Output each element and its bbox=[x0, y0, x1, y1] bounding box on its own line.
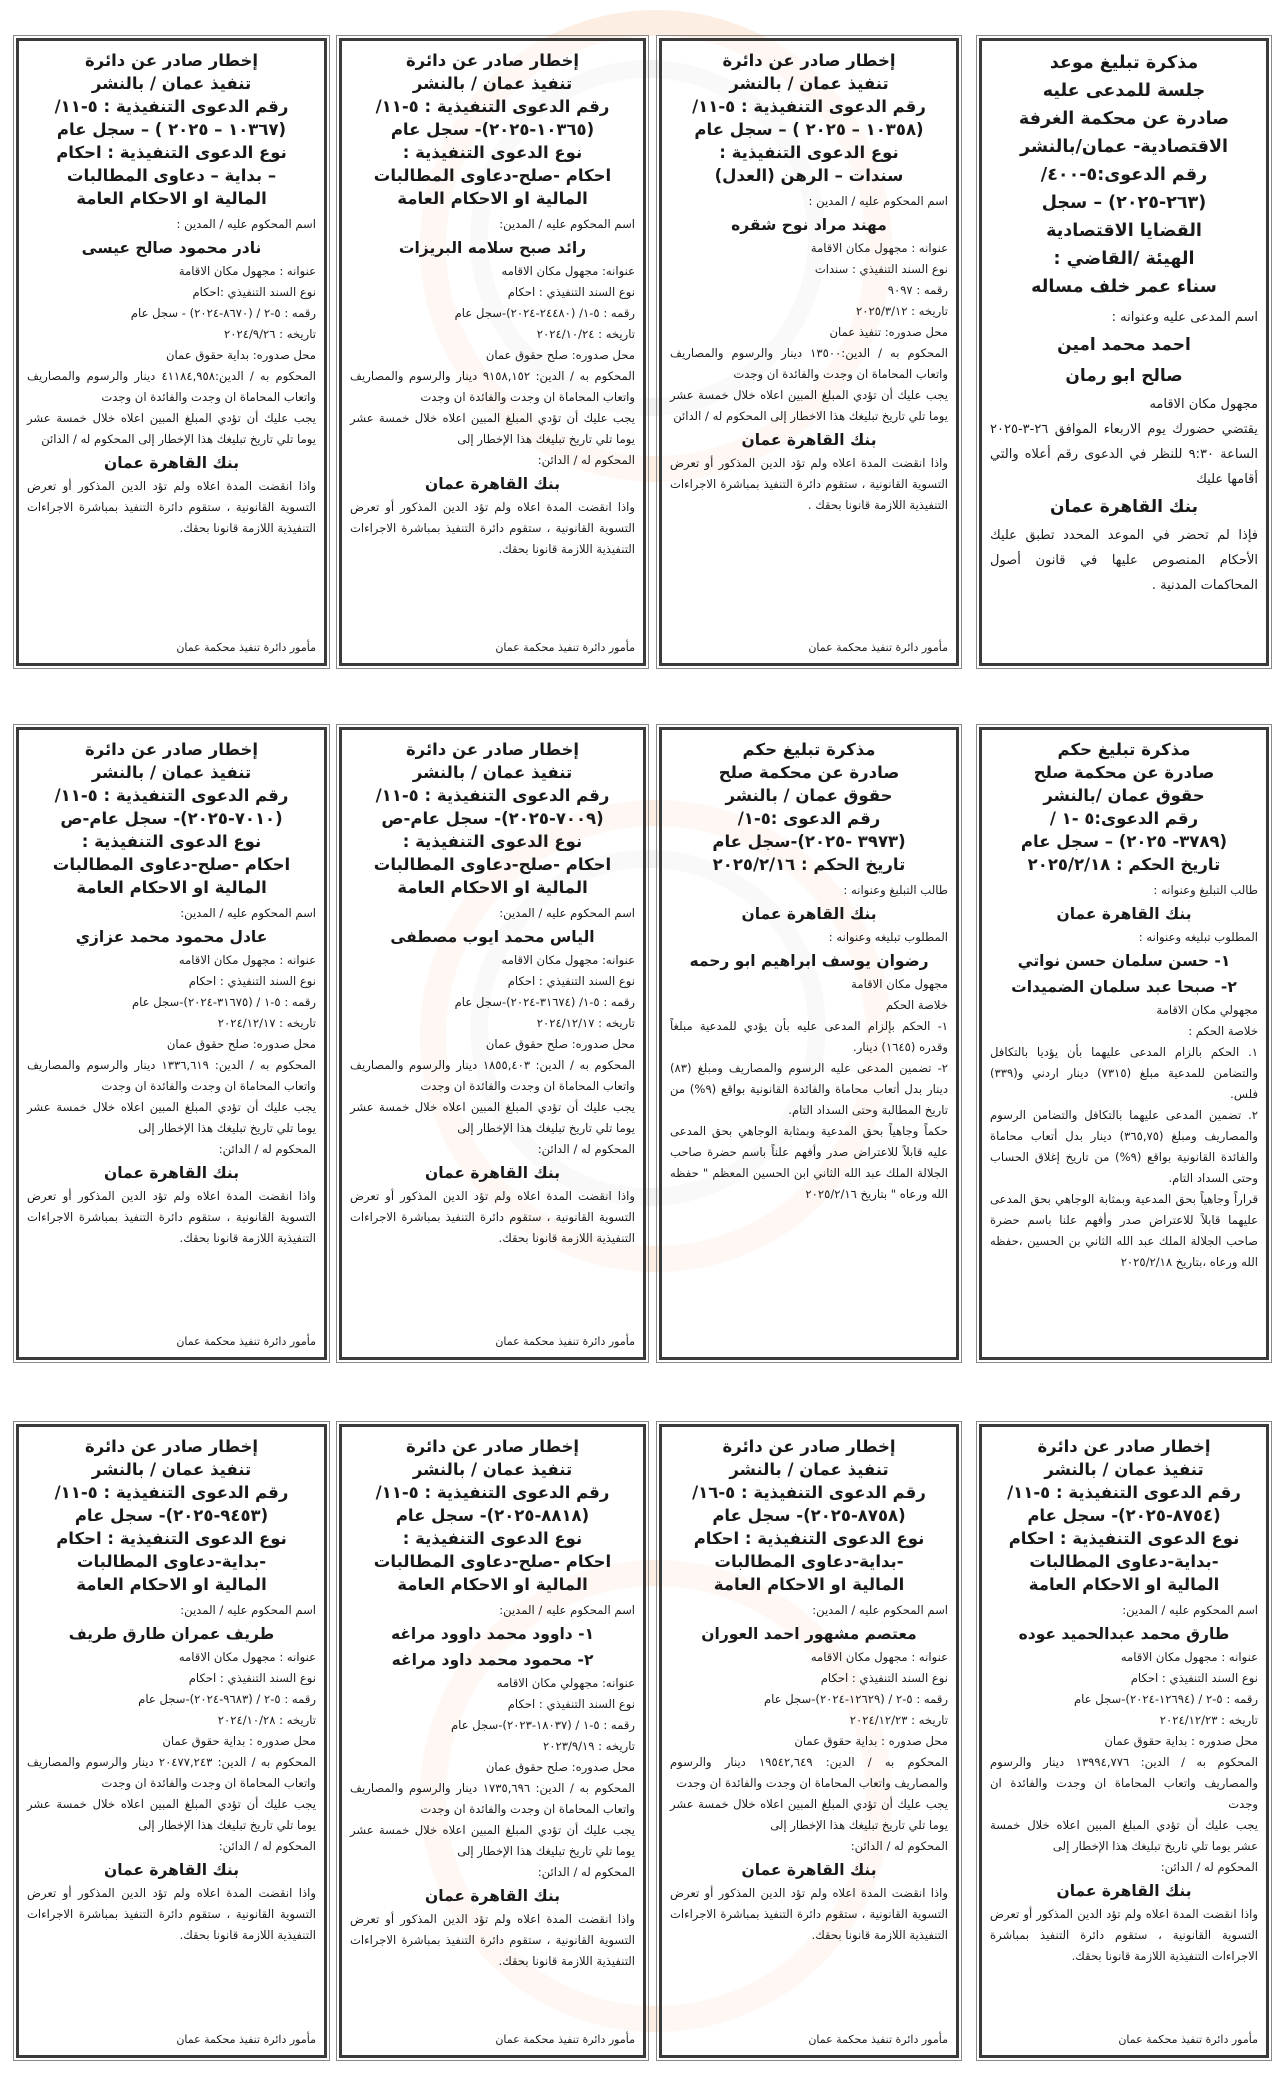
notice-signature: مأمور دائرة تنفيذ محكمة عمان bbox=[495, 2033, 635, 2046]
heading-line: الاقتصادية- عمان/بالنشر bbox=[1019, 137, 1229, 157]
party-name: الياس محمد ايوب مصطفى bbox=[390, 928, 595, 946]
notice-text: يجب عليك أن تؤدي المبلغ المبين اعلاه خلال خمسة عشر يوما تلي تاريخ تبليغك هذا الإخطار إلى bbox=[350, 1823, 635, 1858]
legal-notice bbox=[979, 38, 1269, 666]
heading-line: جلسة للمدعى عليه bbox=[1042, 81, 1206, 101]
heading-line: (٨٧٥٨-٢٠٢٥)- سجل عام bbox=[712, 1506, 906, 1525]
notice-text: رقمه : ٥-١ / (١٨٠٣٧-٢٠٢٣)-سجل عام bbox=[450, 1718, 635, 1732]
notice-text: عنوانه: مجهول مكان الاقامه bbox=[501, 264, 635, 278]
notice-heading bbox=[670, 1435, 948, 1596]
heading-line: إخطار صادر عن دائرة bbox=[84, 1437, 259, 1456]
heading-line: (٨٨١٨-٢٠٢٥)- سجل عام bbox=[395, 1506, 590, 1525]
notice-text: واذا انقضت المدة اعلاه ولم تؤد الدين المذكور أو تعرض التسوية القانونية ، ستقوم دائرة التنفيذ بمباشرة الاجراءات التنفيذية اللازمة قانونا بحقك. bbox=[27, 1189, 316, 1245]
field-label: المحكوم له / الدائن: bbox=[1160, 1860, 1258, 1874]
party-name: ٢- صبحا عبد سلمان الضميدات bbox=[1011, 978, 1237, 996]
notice-heading bbox=[990, 1435, 1258, 1596]
field-label: المحكوم له / الدائن: bbox=[537, 453, 635, 467]
notice-text: رقمه : ٥-١/ (٢٤٤٨٠-٢٠٢٤)-سجل عام bbox=[454, 306, 635, 320]
heading-line: إخطار صادر عن دائرة bbox=[84, 51, 259, 70]
notice-text: واذا انقضت المدة اعلاه ولم تؤد الدين المذكور أو تعرض التسوية القانونية ، ستقوم دائرة التنفيذ بمباشرة الاجراءات التنفيذية اللازمة قانونا بحقك. bbox=[990, 1907, 1258, 1963]
notice-text: فإذا لم تحضر في الموعد المحدد تطبق عليك الأحكام المنصوص عليها في قانون أصول المحاكمات المدنية . bbox=[990, 528, 1258, 593]
heading-line: المالية او الاحكام العامة bbox=[397, 1575, 588, 1594]
heading-line: تنفيذ عمان / بالنشر bbox=[412, 763, 573, 782]
notice-text: رقمه : ٥-٢ / (٨٦٧٠-٢٠٢٤) - سجل عام bbox=[130, 306, 316, 320]
notice-text: رقمه : ٥-٢ / (١٢٦٩٤-٢٠٢٤)-سجل عام bbox=[1073, 1692, 1258, 1706]
notice-text: عنوانه : مجهول مكان الاقامه bbox=[810, 1650, 948, 1664]
heading-line: المالية او الاحكام العامة bbox=[397, 189, 588, 208]
notice-text: مجهولي مكان الاقامة bbox=[1156, 1003, 1258, 1017]
heading-line: مذكرة تبليغ حكم bbox=[1057, 740, 1191, 759]
notice-text: ٢. تضمين المدعى عليهما بالتكافل والتضامن الرسوم والمصاريف ومبلغ (٣٦٥,٧٥) دينار بدل أتعاب محاماة والفائدة القانونية بواقع (٩%) من تاريخ إغلاق الحساب وحتى السداد التام. bbox=[990, 1108, 1258, 1185]
heading-line: تنفيذ عمان / بالنشر bbox=[91, 763, 252, 782]
heading-line: نوع الدعوى التنفيذية : bbox=[719, 143, 899, 162]
legal-notice bbox=[659, 38, 959, 666]
legal-notice bbox=[16, 727, 327, 1360]
notice-text: يجب عليك أن تؤدي المبلغ المبين اعلاه خلال خمسة عشر يوما تلي تاريخ تبليغك هذا الإخطار إلى bbox=[670, 1797, 948, 1832]
notice-text: يجب عليك أن تؤدي المبلغ المبين اعلاه خلال خمسة عشر يوما تلي تاريخ تبليغك هذا الاخطار إلى المحكوم له / الدائن bbox=[670, 388, 948, 423]
heading-line: تنفيذ عمان / بالنشر bbox=[412, 1460, 573, 1479]
notice-text: يجب عليك أن تؤدي المبلغ المبين اعلاه خلال خمسة عشر يوما تلي تاريخ تبليغك هذا الإخطار إلى bbox=[27, 1797, 316, 1832]
heading-line: تنفيذ عمان / بالنشر bbox=[412, 74, 573, 93]
legal-notice bbox=[979, 1424, 1269, 2058]
heading-line: (١٠٣٥٨ – ٢٠٢٥ ) – سجل عام bbox=[694, 120, 924, 139]
party-name: بنك القاهرة عمان bbox=[741, 431, 877, 449]
notice-text: محل صدوره : بداية حقوق عمان bbox=[794, 1734, 948, 1748]
notice-text: نوع السند التنفيذي : احكام bbox=[188, 1671, 316, 1685]
heading-line: المالية او الاحكام العامة bbox=[397, 878, 588, 897]
party-name: بنك القاهرة عمان bbox=[741, 905, 877, 923]
legal-notice bbox=[16, 1424, 327, 2058]
notice-text: تاريخه : ٢٠٢٤/٩/٢٦ bbox=[224, 327, 316, 341]
notice-text: خلاصة الحكم bbox=[885, 998, 948, 1012]
party-name: بنك القاهرة عمان bbox=[424, 1887, 561, 1905]
heading-line: إخطار صادر عن دائرة bbox=[405, 1437, 580, 1456]
heading-line: رقم الدعوى :٥-١/ bbox=[737, 809, 881, 828]
heading-line: المالية او الاحكام العامة bbox=[76, 189, 267, 208]
party-name: صالح ابو رمان bbox=[1065, 366, 1183, 386]
notice-text: مجهول مكان الاقامة bbox=[851, 977, 948, 991]
notice-text: خلاصة الحكم : bbox=[1188, 1024, 1258, 1038]
field-label: اسم المحكوم عليه / المدين: bbox=[1122, 1603, 1258, 1617]
heading-line: إخطار صادر عن دائرة bbox=[405, 740, 580, 759]
party-name: بنك القاهرة عمان bbox=[103, 454, 240, 472]
heading-line: سناء عمر خلف مساله bbox=[1031, 277, 1217, 297]
field-label: المطلوب تبليغه وعنوانه : bbox=[1138, 930, 1258, 944]
field-label: طالب التبليغ وعنوانه : bbox=[1153, 883, 1258, 897]
party-name: بنك القاهرة عمان bbox=[424, 475, 561, 493]
field-label: اسم المحكوم عليه / المدين: bbox=[499, 1603, 635, 1617]
party-name: بنك القاهرة عمان bbox=[103, 1164, 240, 1182]
notice-text: تاريخه : ٢٠٢٤/١٠/٢٤ bbox=[536, 327, 635, 341]
notice-text: قراراً وجاهياً بحق المدعية وبمثابة الوجاهي بحق المدعى عليهما قابلاً للاعتراض صدر وأفهم علنا باسم حضرة صاحب الجلالة الملك عبد الله الثاني بن الحسين ،حفظه الله ورعاه ،بتاريخ ٢٠٢٥/٢/١٨ bbox=[990, 1192, 1258, 1269]
heading-line: إخطار صادر عن دائرة bbox=[1037, 1437, 1211, 1456]
notice-text: تاريخه : ٢٠٢٤/١٢/١٧ bbox=[217, 1016, 316, 1030]
notice-text: رقمه : ٥-١/ (٣١٦٧٤-٢٠٢٤)-سجل عام bbox=[454, 995, 635, 1009]
notice-text: يجب عليك أن تؤدي المبلغ المبين اعلاه خلال خمسة عشر يوما تلي تاريخ تبليغك هذا الإخطار إلى bbox=[350, 1100, 635, 1135]
notice-text: المحكوم به / الدين: ١٧٣٥,٦٩٦ دينار والرسوم والمصاريف واتعاب المحاماة ان وجدت والفائدة ان وجدت bbox=[350, 1781, 635, 1816]
heading-line: تنفيذ عمان / بالنشر bbox=[729, 74, 889, 93]
notice-text: واذا انقضت المدة اعلاه ولم تؤد الدين المذكور أو تعرض التسوية القانونية ، ستقوم دائرة التنفيذ بمباشرة الاجراءات التنفيذية اللازمة قانونا بحقك. bbox=[350, 1912, 635, 1968]
heading-line: (٣٧٨٩- ٢٠٢٥) – سجل عام bbox=[1020, 832, 1228, 851]
notice-text: المحكوم به / الدين: ١٩٥٤٢,٦٤٩ دينار والرسوم والمصاريف واتعاب المحاماة ان وجدت والفائدة ان وجدت bbox=[670, 1755, 948, 1790]
notice-text: المحكوم به / الدين: ٢٠٤٧٧,٢٤٣ دينار والرسوم والمصاريف واتعاب المحاماة ان وجدت والفائدة ان وجدت bbox=[27, 1755, 316, 1790]
heading-line: – بداية – دعاوى المطالبات bbox=[66, 166, 277, 185]
heading-line: -بداية-دعاوى المطالبات bbox=[76, 1552, 267, 1571]
party-name: ٢- محمود محمد داود مراغه bbox=[391, 1651, 594, 1669]
field-label: اسم المدعى عليه وعنوانه : bbox=[1111, 310, 1258, 325]
notice-signature: مأمور دائرة تنفيذ محكمة عمان bbox=[808, 2033, 948, 2046]
heading-line: إخطار صادر عن دائرة bbox=[405, 51, 580, 70]
heading-line: إخطار صادر عن دائرة bbox=[722, 51, 896, 70]
notice-text: يقتضي حضورك يوم الاربعاء الموافق ٢٦-٣-٢٠٢٥ الساعة ٩:٣٠ للنظر في الدعوى رقم أعلاه والتي أقامها عليك bbox=[990, 422, 1258, 487]
notice-text: عنوانه: مجهولي مكان الاقامه bbox=[496, 1676, 635, 1690]
party-name: طريف عمران طارق طريف bbox=[68, 1625, 275, 1643]
field-label: المطلوب تبليغه وعنوانه : bbox=[828, 930, 948, 944]
heading-line: تنفيذ عمان / بالنشر bbox=[729, 1460, 889, 1479]
field-label: المحكوم له / الدائن: bbox=[218, 1839, 316, 1853]
field-label: اسم المحكوم عليه / المدين: bbox=[180, 1603, 316, 1617]
notice-text: محل صدوره : بداية حقوق عمان bbox=[1104, 1734, 1258, 1748]
legal-notice bbox=[339, 38, 646, 666]
party-name: بنك القاهرة عمان bbox=[741, 1861, 877, 1879]
notice-text: رقمه : ٥-١ / (٣١٦٧٥-٢٠٢٤)-سجل عام bbox=[131, 995, 316, 1009]
notice-heading bbox=[670, 738, 948, 876]
heading-line: نوع الدعوى التنفيذية : bbox=[402, 1529, 583, 1548]
notice-text: محل صدوره: بداية حقوق عمان bbox=[166, 348, 316, 362]
field-label: المحكوم له / الدائن: bbox=[850, 1839, 948, 1853]
heading-line: احكام -صلح-دعاوى المطالبات bbox=[373, 1552, 612, 1571]
heading-line: رقم الدعوى التنفيذية : ٥-١١/ bbox=[54, 97, 289, 116]
party-name: معتصم مشهور احمد العوران bbox=[701, 1625, 917, 1643]
notice-text: حكماً وجاهياً بحق المدعية وبمثابة الوجاهي بحق المدعى عليه قابلاً للاعتراض صدر وأفهم علناً باسم حضرة صاحب الجلالة الملك عبد الله الثاني ابن الحسين المعظم " حفظه الله ورعاه " بتاريخ ٢٠٢٥/٢/١٦ bbox=[670, 1124, 948, 1201]
field-label: طالب التبليغ وعنوانه : bbox=[843, 883, 948, 897]
notice-text: تاريخه : ٢٠٢٤/١٢/١٧ bbox=[536, 1016, 635, 1030]
notice-text: عنوانه: مجهول مكان الاقامه bbox=[501, 953, 635, 967]
heading-line: -بداية-دعاوى المطالبات bbox=[714, 1552, 904, 1571]
notice-text: عنوانه : مجهول مكان الاقامه bbox=[1120, 1650, 1258, 1664]
heading-line: (٧٠٠٩-٢٠٢٥)- سجل عام-ص bbox=[381, 809, 604, 828]
heading-line: رقم الدعوى:٥-٤٠٠/ bbox=[1040, 165, 1208, 185]
legal-notice bbox=[339, 1424, 646, 2058]
notice-text: ٢- تضمين المدعى عليه الرسوم والمصاريف ومبلغ (٨٣) دينار بدل أتعاب محاماة والفائدة القانونية بواقع (٩%) من تاريخ المطالبة وحتى السداد التام. bbox=[670, 1061, 949, 1117]
heading-line: (٩٤٥٣-٢٠٢٥)- سجل عام bbox=[74, 1506, 269, 1525]
notice-heading bbox=[350, 738, 635, 899]
field-label: اسم المحكوم عليه / المدين: bbox=[499, 217, 635, 231]
party-name: بنك القاهرة عمان bbox=[424, 1164, 561, 1182]
heading-line: المالية او الاحكام العامة bbox=[76, 878, 267, 897]
party-name: ١- حسن سلمان حسن نواتي bbox=[1017, 952, 1231, 970]
heading-line: تنفيذ عمان / بالنشر bbox=[91, 74, 252, 93]
heading-line: مذكرة تبليغ موعد bbox=[1049, 53, 1199, 73]
notice-text: المحكوم به / الدين: ١٣٩٩٤,٧٧٦ دينار والرسوم والمصاريف واتعاب المحاماة ان وجدت والفائدة ان وجدت bbox=[990, 1755, 1258, 1811]
field-label: المحكوم له / الدائن: bbox=[537, 1142, 635, 1156]
notice-heading bbox=[670, 49, 948, 187]
notice-signature: مأمور دائرة تنفيذ محكمة عمان bbox=[176, 2033, 316, 2046]
notice-text: رقمه : ٥-٢ / (٩٦٨٣-٢٠٢٤)-سجل عام bbox=[138, 1692, 316, 1706]
notice-heading bbox=[350, 49, 635, 210]
notice-signature: مأمور دائرة تنفيذ محكمة عمان bbox=[176, 1335, 316, 1348]
notice-text: يجب عليك أن تؤدي المبلغ المبين اعلاه خلال خمسة عشر يوما تلي تاريخ تبليغك هذا الإخطار إلى bbox=[990, 1818, 1258, 1853]
field-label: المحكوم له / الدائن: bbox=[218, 1142, 316, 1156]
notice-text: نوع السند التنفيذي : احكام bbox=[507, 1697, 635, 1711]
heading-line: المالية او الاحكام العامة bbox=[713, 1575, 905, 1594]
notice-text: واذا انقضت المدة اعلاه ولم تؤد الدين المذكور أو تعرض التسوية القانونية ، ستقوم دائرة التنفيذ بمباشرة الاجراءات التنفيذية اللازمة قانونا بحقك. bbox=[670, 1886, 948, 1942]
notice-heading bbox=[990, 49, 1258, 301]
party-name: بنك القاهرة عمان bbox=[103, 1861, 240, 1879]
notice-text: تاريخه : ٢٠٢٤/١٠/٢٨ bbox=[217, 1713, 316, 1727]
notice-text: نوع السند التنفيذي : سندات bbox=[814, 262, 948, 276]
heading-line: صادرة عن محكمة صلح bbox=[1033, 763, 1215, 782]
heading-line: نوع الدعوى التنفيذية : احكام bbox=[56, 143, 287, 162]
notice-heading bbox=[27, 49, 316, 210]
heading-line: نوع الدعوى التنفيذية : احكام bbox=[693, 1529, 925, 1548]
field-label: اسم المحكوم عليه / المدين: bbox=[812, 1603, 948, 1617]
notice-text: المحكوم به / الدين:١٣٥٠٠ دينار والرسوم والمصاريف واتعاب المحاماة ان وجدت والفائدة ان وجدت bbox=[670, 346, 948, 381]
heading-line: سندات – الرهن (العدل) bbox=[714, 166, 904, 185]
notice-text: ١. الحكم بالزام المدعى عليهما بأن يؤديا بالتكافل والتضامن للمدعية مبلغ (٧٣١٥) دينار اردني و(٣٣٩) فلس. bbox=[990, 1045, 1259, 1101]
heading-line: احكام -صلح-دعاوى المطالبات bbox=[373, 166, 612, 185]
notice-signature: مأمور دائرة تنفيذ محكمة عمان bbox=[808, 641, 948, 654]
heading-line: تاريخ الحكم : ٢٠٢٥/٢/١٦ bbox=[712, 855, 906, 874]
heading-line: القضايا الاقتصادية bbox=[1046, 221, 1202, 241]
heading-line: احكام -صلح-دعاوى المطالبات bbox=[373, 855, 612, 874]
heading-line: (٧٠١٠-٢٠٢٥)- سجل عام-ص bbox=[60, 809, 283, 828]
party-name: رضوان يوسف ابراهيم ابو رحمه bbox=[689, 952, 929, 970]
party-name: مهند مراد نوح شقره bbox=[731, 216, 887, 234]
notice-text: نوع السند التنفيذي : احكام bbox=[507, 974, 635, 988]
heading-line: تنفيذ عمان / بالنشر bbox=[1044, 1460, 1204, 1479]
notice-text: المحكوم به / الدين:٤١١٨٤,٩٥٨ دينار والرسوم والمصاريف واتعاب المحاماة ان وجدت والفائدة ان وجدت bbox=[27, 369, 316, 404]
party-name: ١- داوود محمد داوود مراغه bbox=[390, 1625, 595, 1643]
notice-text: محل صدوره: تنفيذ عمان bbox=[829, 325, 948, 339]
notice-text: تاريخه : ٢٠٢٣/٩/١٩ bbox=[543, 1739, 635, 1753]
legal-notice bbox=[16, 38, 327, 666]
notice-text: رقمه : ٥-٢ / (١٢٦٢٩-٢٠٢٤)-سجل عام bbox=[763, 1692, 948, 1706]
legal-notice bbox=[659, 1424, 959, 2058]
notice-text: محل صدوره: صلح حقوق عمان bbox=[485, 348, 635, 362]
heading-line: نوع الدعوى التنفيذية : احكام bbox=[1008, 1529, 1240, 1548]
heading-line: تنفيذ عمان / بالنشر bbox=[91, 1460, 252, 1479]
notice-text: المحكوم به / الدين: ١٣٣٦,٦١٩ دينار والرسوم والمصاريف واتعاب المحاماة ان وجدت والفائدة ان وجدت bbox=[27, 1058, 316, 1093]
notice-text: المحكوم به / الدين: ٩١٥٨,١٥٢ دينار والرسوم والمصاريف واتعاب المحاماة ان وجدت والفائدة ان وجدت bbox=[350, 369, 635, 404]
heading-line: نوع الدعوى التنفيذية : احكام bbox=[56, 1529, 287, 1548]
field-label: اسم المحكوم عليه / المدين: bbox=[499, 906, 635, 920]
heading-line: المالية او الاحكام العامة bbox=[1028, 1575, 1220, 1594]
notice-text: يجب عليك أن تؤدي المبلغ المبين اعلاه خلال خمسة عشر يوما تلي تاريخ تبليغك هذا الإخطار إلى المحكوم له / الدائن bbox=[27, 411, 316, 446]
heading-line: إخطار صادر عن دائرة bbox=[722, 1437, 896, 1456]
heading-line: حقوق عمان /بالنشر bbox=[1043, 786, 1205, 805]
heading-line: رقم الدعوى التنفيذية : ٥-١١/ bbox=[375, 1483, 610, 1502]
heading-line: رقم الدعوى التنفيذية : ٥-١٦/ bbox=[692, 1483, 926, 1502]
notice-text: واذا انقضت المدة اعلاه ولم تؤد الدين المذكور أو تعرض التسوية القانونية ، ستقوم دائرة التنفيذ بمباشرة الاجراءات التنفيذية اللازمة قانونا بحقك. bbox=[350, 1189, 635, 1245]
party-name: طارق محمد عبدالحميد عوده bbox=[1018, 1625, 1230, 1643]
heading-line: صادرة عن محكمة صلح bbox=[718, 763, 900, 782]
heading-line: (٢٦٣-٢٠٢٥) – سجل bbox=[1041, 193, 1207, 213]
notice-text: نوع السند التنفيذي : احكام bbox=[507, 285, 635, 299]
party-name: نادر محمود صالح عيسى bbox=[81, 239, 262, 257]
notice-text: تاريخه : ٢٠٢٤/١٢/٢٣ bbox=[849, 1713, 948, 1727]
notice-text: عنوانه : مجهول مكان الاقامه bbox=[178, 953, 316, 967]
party-name: بنك القاهرة عمان bbox=[1056, 1882, 1192, 1900]
party-name: عادل محمود محمد عزازي bbox=[75, 928, 268, 946]
notice-text: عنوانه : مجهول مكان الاقامة bbox=[810, 241, 948, 255]
heading-line: (٨٧٥٤-٢٠٢٥)- سجل عام bbox=[1027, 1506, 1221, 1525]
heading-line: (١٠٣٦٥-٢٠٢٥)- سجل عام bbox=[390, 120, 595, 139]
heading-line: الهيئة /القاضي : bbox=[1053, 249, 1195, 269]
party-name: بنك القاهرة عمان bbox=[1056, 905, 1192, 923]
heading-line: إخطار صادر عن دائرة bbox=[84, 740, 259, 759]
notice-text: واذا انقضت المدة اعلاه ولم تؤد الدين المذكور أو تعرض التسوية القانونية ، ستقوم دائرة التنفيذ بمباشرة الاجراءات التنفيذية اللازمة قانونا بحقك. bbox=[350, 500, 635, 556]
field-label: المحكوم له / الدائن: bbox=[537, 1865, 635, 1879]
party-name: بنك القاهرة عمان bbox=[1049, 497, 1199, 517]
heading-line: رقم الدعوى:٥ -١ / bbox=[1049, 809, 1199, 828]
heading-line: صادرة عن محكمة الغرفة bbox=[1018, 109, 1230, 129]
notice-signature: مأمور دائرة تنفيذ محكمة عمان bbox=[495, 641, 635, 654]
notice-text: واذا انقضت المدة اعلاه ولم تؤد الدين المذكور أو تعرض التسوية القانونية ، ستقوم دائرة التنفيذ بمباشرة الاجراءات التنفيذية اللازمة قانونا بحقك. bbox=[27, 1886, 316, 1942]
notice-text: مجهول مكان الاقامه bbox=[1149, 397, 1258, 412]
notice-text: نوع السند التنفيذي : احكام bbox=[1130, 1671, 1258, 1685]
field-label: اسم المحكوم عليه / المدين: bbox=[180, 906, 316, 920]
notice-text: المحكوم به / الدين: ١٨٥٥,٤٠٣ دينار والرسوم والمصاريف واتعاب المحاماة ان وجدت والفائدة ان وجدت bbox=[350, 1058, 635, 1093]
heading-line: المالية او الاحكام العامة bbox=[76, 1575, 267, 1594]
notice-signature: مأمور دائرة تنفيذ محكمة عمان bbox=[1118, 2033, 1258, 2046]
notice-text: نوع السند التنفيذي :احكام bbox=[192, 285, 316, 299]
notice-signature: مأمور دائرة تنفيذ محكمة عمان bbox=[176, 641, 316, 654]
notice-text: واذا انقضت المدة اعلاه ولم تؤد الدين المذكور أو تعرض التسوية القانونية ، ستقوم دائرة التنفيذ بمباشرة الاجراءات التنفيذية اللازمة قانونا بحقك. bbox=[27, 479, 316, 535]
notice-text: رقمه : ٩٠٩٧ bbox=[887, 283, 948, 297]
notice-heading bbox=[27, 738, 316, 899]
field-label: اسم المحكوم عليه / المدين : bbox=[176, 217, 316, 231]
notice-text: واذا انقضت المدة اعلاه ولم تؤد الدين المذكور أو تعرض التسوية القانونية ، ستقوم دائرة التنفيذ بمباشرة الاجراءات التنفيذية اللازمة قانونا بحقك . bbox=[670, 456, 948, 512]
notice-text: نوع السند التنفيذي : احكام bbox=[188, 974, 316, 988]
legal-notice bbox=[339, 727, 646, 1360]
heading-line: نوع الدعوى التنفيذية : bbox=[81, 832, 262, 851]
notice-text: محل صدوره : بداية حقوق عمان bbox=[162, 1734, 316, 1748]
notice-text: محل صدوره: صلح حقوق عمان bbox=[485, 1037, 635, 1051]
heading-line: نوع الدعوى التنفيذية : bbox=[402, 832, 583, 851]
notice-heading bbox=[350, 1435, 635, 1596]
heading-line: رقم الدعوى التنفيذية : ٥-١١/ bbox=[375, 786, 610, 805]
party-name: احمد محمد امين bbox=[1057, 335, 1191, 355]
heading-line: تاريخ الحكم : ٢٠٢٥/٢/١٨ bbox=[1027, 855, 1221, 874]
notice-signature: مأمور دائرة تنفيذ محكمة عمان bbox=[495, 1335, 635, 1348]
notice-text: محل صدوره: صلح حقوق عمان bbox=[166, 1037, 316, 1051]
heading-line: احكام -صلح-دعاوى المطالبات bbox=[52, 855, 291, 874]
heading-line: (١٠٣٦٧ – ٢٠٢٥ ) – سجل عام bbox=[56, 120, 287, 139]
heading-line: مذكرة تبليغ حكم bbox=[742, 740, 876, 759]
field-label: اسم المحكوم عليه / المدين : bbox=[808, 194, 948, 208]
notice-text: ١- الحكم بإلزام المدعى عليه بأن يؤدي للمدعية مبلغاً وقدره (١٦٤٥) دينار. bbox=[670, 1019, 948, 1054]
heading-line: نوع الدعوى التنفيذية : bbox=[402, 143, 583, 162]
notice-text: عنوانه : مجهول مكان الاقامه bbox=[178, 1650, 316, 1664]
heading-line: رقم الدعوى التنفيذية : ٥-١١/ bbox=[54, 1483, 289, 1502]
party-name: رائد صبح سلامه البريزات bbox=[398, 239, 587, 257]
notice-text: تاريخه : ٢٠٢٤/١٢/٢٣ bbox=[1159, 1713, 1258, 1727]
heading-line: رقم الدعوى التنفيذية : ٥-١١/ bbox=[692, 97, 926, 116]
notice-heading bbox=[990, 738, 1258, 876]
legal-notice bbox=[659, 727, 959, 1360]
heading-line: -بداية-دعاوى المطالبات bbox=[1029, 1552, 1219, 1571]
heading-line: (٣٩٧٣ -٢٠٢٥)-سجل عام bbox=[712, 832, 906, 851]
notice-text: يجب عليك أن تؤدي المبلغ المبين اعلاه خلال خمسة عشر يوما تلي تاريخ تبليغك هذا الإخطار إلى bbox=[27, 1100, 316, 1135]
heading-line: حقوق عمان / بالنشر bbox=[725, 786, 893, 805]
heading-line: رقم الدعوى التنفيذية : ٥-١١/ bbox=[375, 97, 610, 116]
heading-line: رقم الدعوى التنفيذية : ٥-١١/ bbox=[1007, 1483, 1241, 1502]
notice-text: عنوانه : مجهول مكان الاقامة bbox=[178, 264, 316, 278]
notice-text: يجب عليك أن تؤدي المبلغ المبين اعلاه خلال خمسة عشر يوما تلي تاريخ تبليغك هذا الإخطار إلى bbox=[350, 411, 635, 446]
notice-text: تاريخه : ٢٠٢٥/٣/١٢ bbox=[856, 304, 948, 318]
notice-heading bbox=[27, 1435, 316, 1596]
notice-text: محل صدوره: صلح حقوق عمان bbox=[485, 1760, 635, 1774]
legal-notice bbox=[979, 727, 1269, 1360]
heading-line: رقم الدعوى التنفيذية : ٥-١١/ bbox=[54, 786, 289, 805]
notice-text: نوع السند التنفيذي : احكام bbox=[820, 1671, 948, 1685]
